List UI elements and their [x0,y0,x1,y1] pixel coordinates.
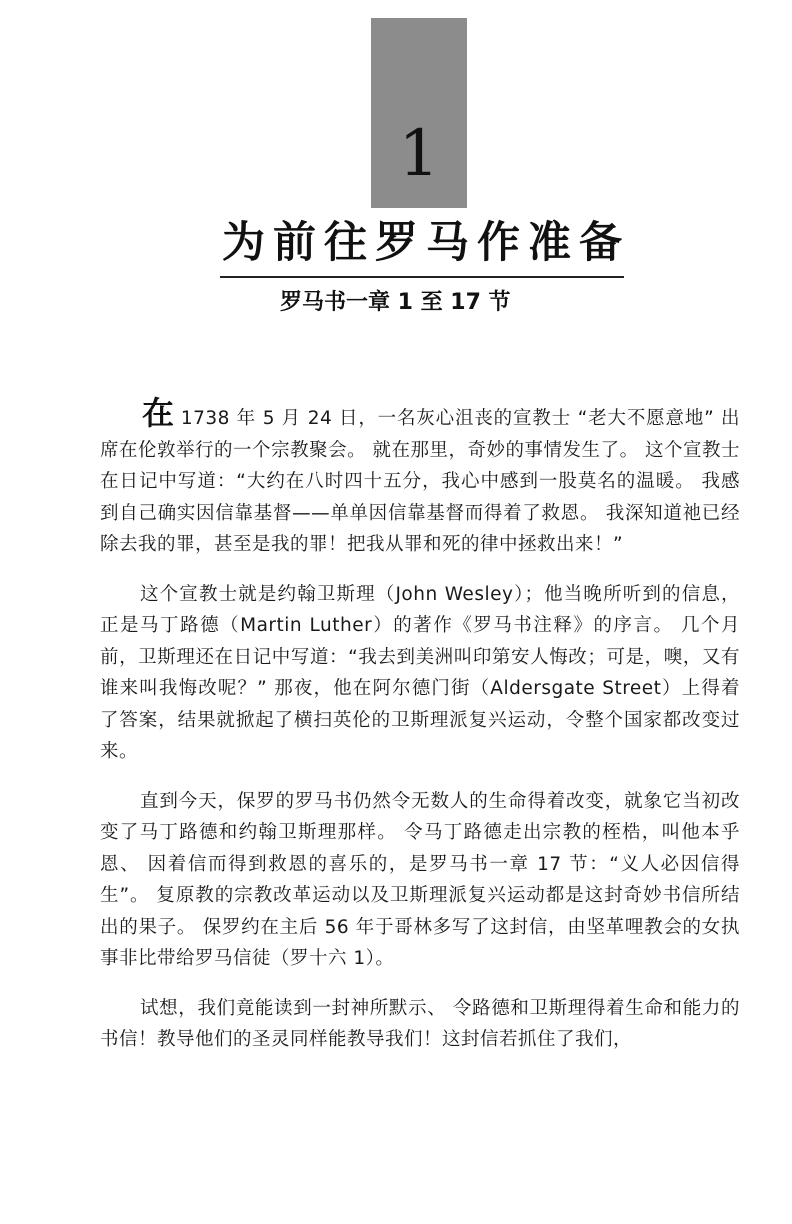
paragraph-3: 直到今天，保罗的罗马书仍然令无数人的生命得着改变，就象它当初改变了马丁路德和约翰卫斯理那样。 令马丁路德走出宗教的桎梏，叫他本乎恩、 因着信而得到救恩的喜乐的，是罗马书一章 17 节：“义人必因信得生”。 复原教的宗教改革运动以及卫斯理派复兴运动都是这封奇妙书信所结出的果子。 保罗约在主后 56 年于哥林多写了这封信，由坚革哩教会的女执事非比带给罗马信徒（罗十六 1）。 [100,790,740,969]
paragraph-1-text: 1738 年 5 月 24 日，一名灰心沮丧的宣教士 “老大不愿意地” 出席在伦敦举行的一个宗教聚会。 就在那里，奇妙的事情发生了。 这个宣教士在日记中写道：“大约在八时四十五分，我心中感到一股莫名的温暖。 我感到自己确实因信靠基督——单单因信靠基督而得着了救恩。 我深知道祂已经除去我的罪，甚至是我的罪！把我从罪和死的律中拯救出来！” [100,408,740,555]
body-text [100,394,740,1074]
paragraph-1 [100,394,740,561]
chapter-number-box [371,18,467,208]
chapter-title: 为前往罗马作准备 [222,218,630,268]
paragraph-4: 试想，我们竟能读到一封神所默示、 令路德和卫斯理得着生命和能力的书信！教导他们的圣灵同样能教导我们！这封信若抓住了我们， [100,997,740,1050]
title-underline [220,276,624,278]
drop-cap: 在 [142,394,175,432]
paragraph-2: 这个宣教士就是约翰卫斯理（John Wesley）；他当晚所听到的信息，正是马丁路德（Martin Luther）的著作《罗马书注释》的序言。 几个月前，卫斯理还在日记中写道：“我去到美洲叫印第安人悔改；可是，噢，又有谁来叫我悔改呢？” 那夜，他在阿尔德门街（Aldersgate Street）上得着了答案，结果就掀起了横扫英伦的卫斯理派复兴运动，令整个国家都改变过来。 [100,583,740,762]
chapter-number: 1 [398,117,440,191]
chapter-subtitle: 罗马书一章 1 至 17 节 [280,290,511,315]
